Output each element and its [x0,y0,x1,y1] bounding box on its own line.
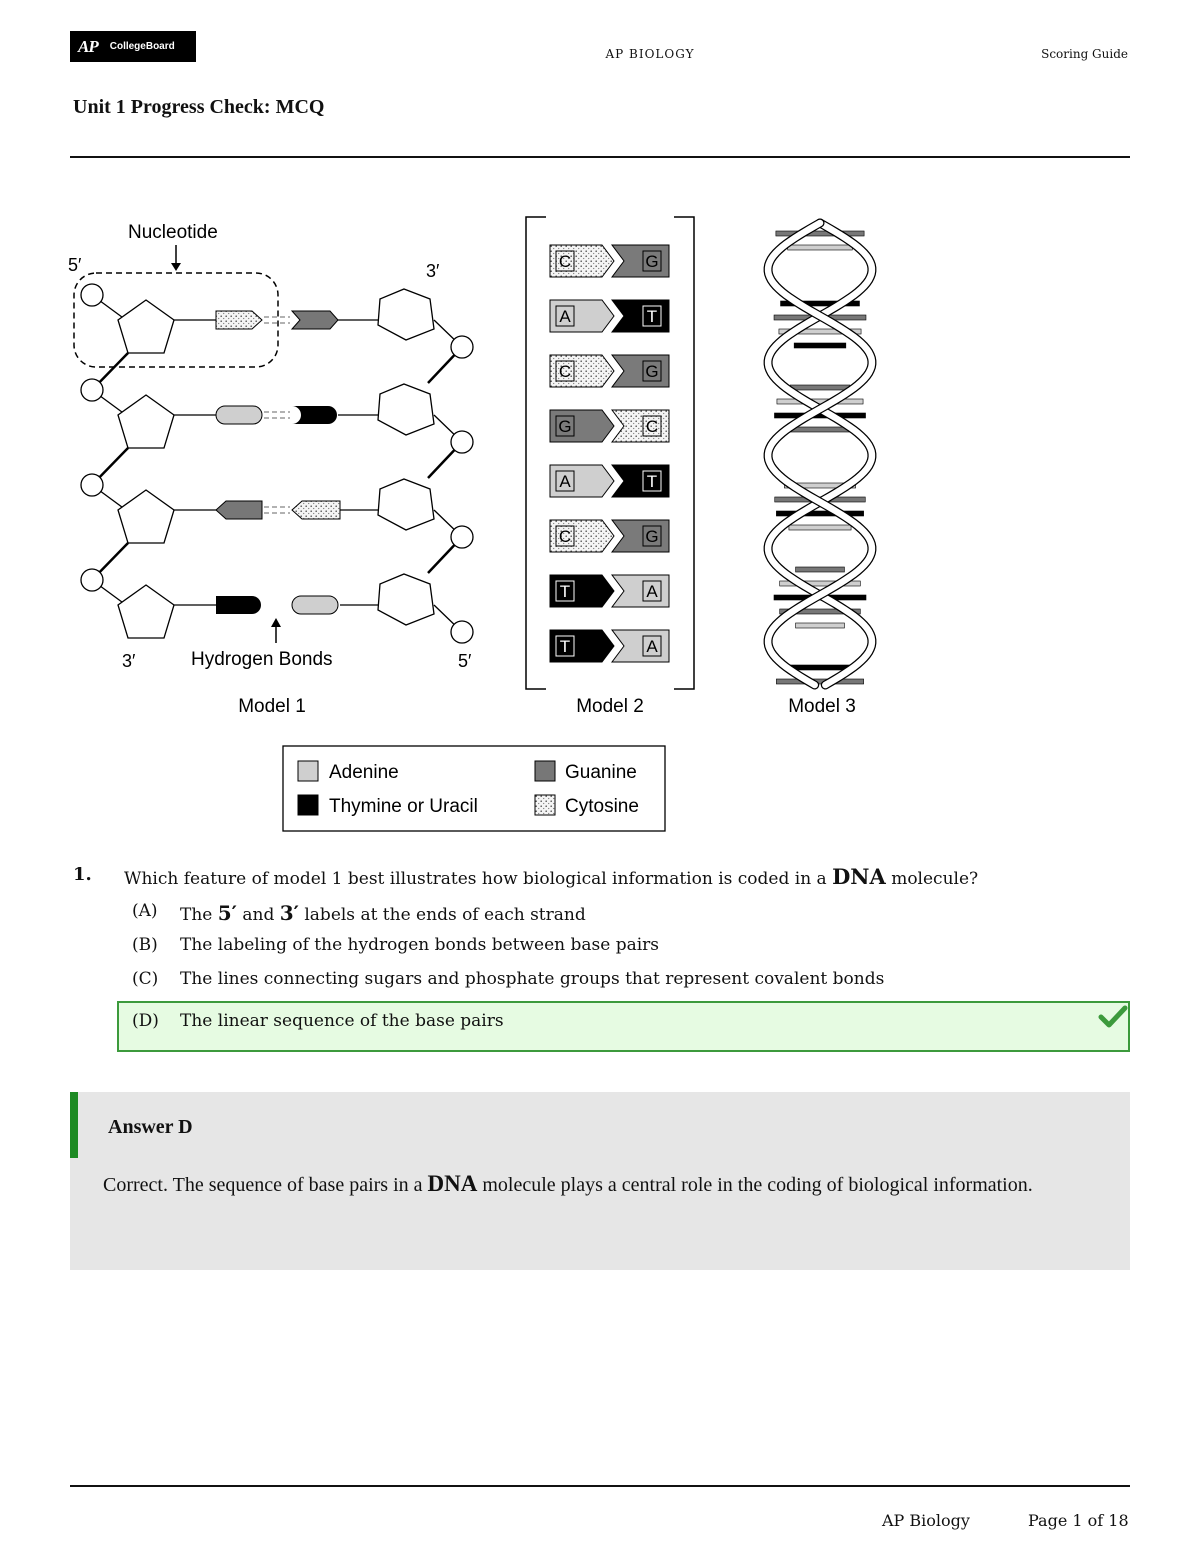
base-right [612,300,669,332]
five-prime-bottom-label: 5′ [458,651,472,671]
dna-models-figure [60,205,900,845]
question-text-after: molecule? [891,869,979,889]
option-a-post: labels at the ends of each strand [304,905,586,925]
legend-guanine: Guanine [565,762,637,783]
checkmark-icon [1098,1005,1128,1029]
hydrogen-bonds-label: Hydrogen Bonds [191,649,333,670]
base-pair [550,520,669,552]
base-right-letter: G [645,362,659,381]
answer-title: Answer D [108,1116,193,1138]
page-number: Page 1 of 18 [1028,1511,1129,1530]
base-left-letter: T [559,637,571,656]
base-left-letter: C [558,252,572,271]
option-c-letter: (C) [132,969,159,989]
base-right-letter: T [646,472,658,491]
base-right-letter: A [646,582,658,601]
arrow-icon [271,618,281,627]
base-pair [550,355,669,387]
option-b-letter: (B) [132,935,158,955]
option-a-five-prime: 5′ [217,901,237,925]
model-3 [768,223,872,717]
model-1 [68,222,473,717]
option-b[interactable] [132,935,659,955]
page-title: Unit 1 Progress Check: MCQ [73,96,325,118]
base-pair [550,300,669,332]
question-dna-term: DNA [832,864,886,889]
arrow-icon [171,263,181,271]
guanine-swatch [535,761,555,781]
option-a[interactable] [132,901,586,925]
base-right-letter: C [645,417,659,436]
base-left-letter: G [558,417,572,436]
option-a-three-prime: 3′ [279,901,299,925]
option-a-text [180,901,586,925]
base-left-letter: C [558,362,572,381]
answer-dna-term: DNA [427,1171,478,1196]
model-1-caption: Model 1 [238,696,306,717]
question-text [124,864,978,889]
header-subject: AP BIOLOGY [605,47,695,61]
base-right-letter: G [645,252,659,271]
base-right-letter: A [646,637,658,656]
option-d-text: The linear sequence of the base pairs [180,1011,504,1031]
base-right [612,520,669,552]
base-right [612,355,669,387]
question-number: 1. [73,864,92,885]
thymine-swatch [298,795,318,815]
model-2 [526,217,694,717]
answer-text-before: Correct. The sequence of base pairs in a [103,1174,423,1196]
question-text-before: Which feature of model 1 best illustrates how biological information is coded in a [124,869,827,889]
base-right-letter: T [646,307,658,326]
base-right [612,630,669,662]
three-prime-top-label: 3′ [426,261,440,281]
base-pair [550,410,669,442]
header-scoring-guide: Scoring Guide [1041,47,1128,61]
base-pair [550,575,669,607]
logo-brand-text: CollegeBoard [109,41,175,52]
base-legend [283,746,665,831]
option-d[interactable] [132,1011,504,1031]
base-pair [550,630,669,662]
base-pair [550,245,669,277]
five-prime-top-label: 5′ [68,255,82,275]
base-left-letter: T [559,582,571,601]
base-right [612,410,669,442]
legend-cytosine: Cytosine [565,796,639,817]
ap-collegeboard-logo [70,31,196,62]
nucleotide-label: Nucleotide [128,222,218,243]
base-right [612,245,669,277]
answer-text-after: molecule plays a central role in the coding of biological information. [482,1174,1033,1196]
option-c-text: The lines connecting sugars and phosphate groups that represent covalent bonds [180,969,885,989]
answer-explanation [103,1166,1103,1203]
option-a-letter: (A) [132,901,158,921]
option-a-pre: The [180,905,213,925]
base-right [612,575,669,607]
three-prime-bottom-label: 3′ [122,651,136,671]
answer-accent-bar [70,1092,78,1158]
header-rule [70,156,1130,158]
base-pair [550,465,669,497]
base-right-letter: G [645,527,659,546]
base-right [612,465,669,497]
model-2-caption: Model 2 [576,696,644,717]
legend-thymine: Thymine or Uracil [329,796,478,817]
option-c[interactable] [132,969,884,989]
footer-subject: AP Biology [882,1511,970,1530]
option-a-and: and [242,905,275,925]
base-left-letter: A [559,472,571,491]
adenine-swatch [298,761,318,781]
base-left-letter: A [559,307,571,326]
logo-ap-text: AP [78,36,98,56]
option-b-text: The labeling of the hydrogen bonds between base pairs [180,935,660,955]
model-2-base-pairs [550,245,669,662]
model-3-caption: Model 3 [788,696,856,717]
legend-adenine: Adenine [329,762,399,783]
base-left-letter: C [558,527,572,546]
footer-rule [70,1485,1130,1487]
option-d-letter: (D) [132,1011,159,1031]
cytosine-swatch [535,795,555,815]
